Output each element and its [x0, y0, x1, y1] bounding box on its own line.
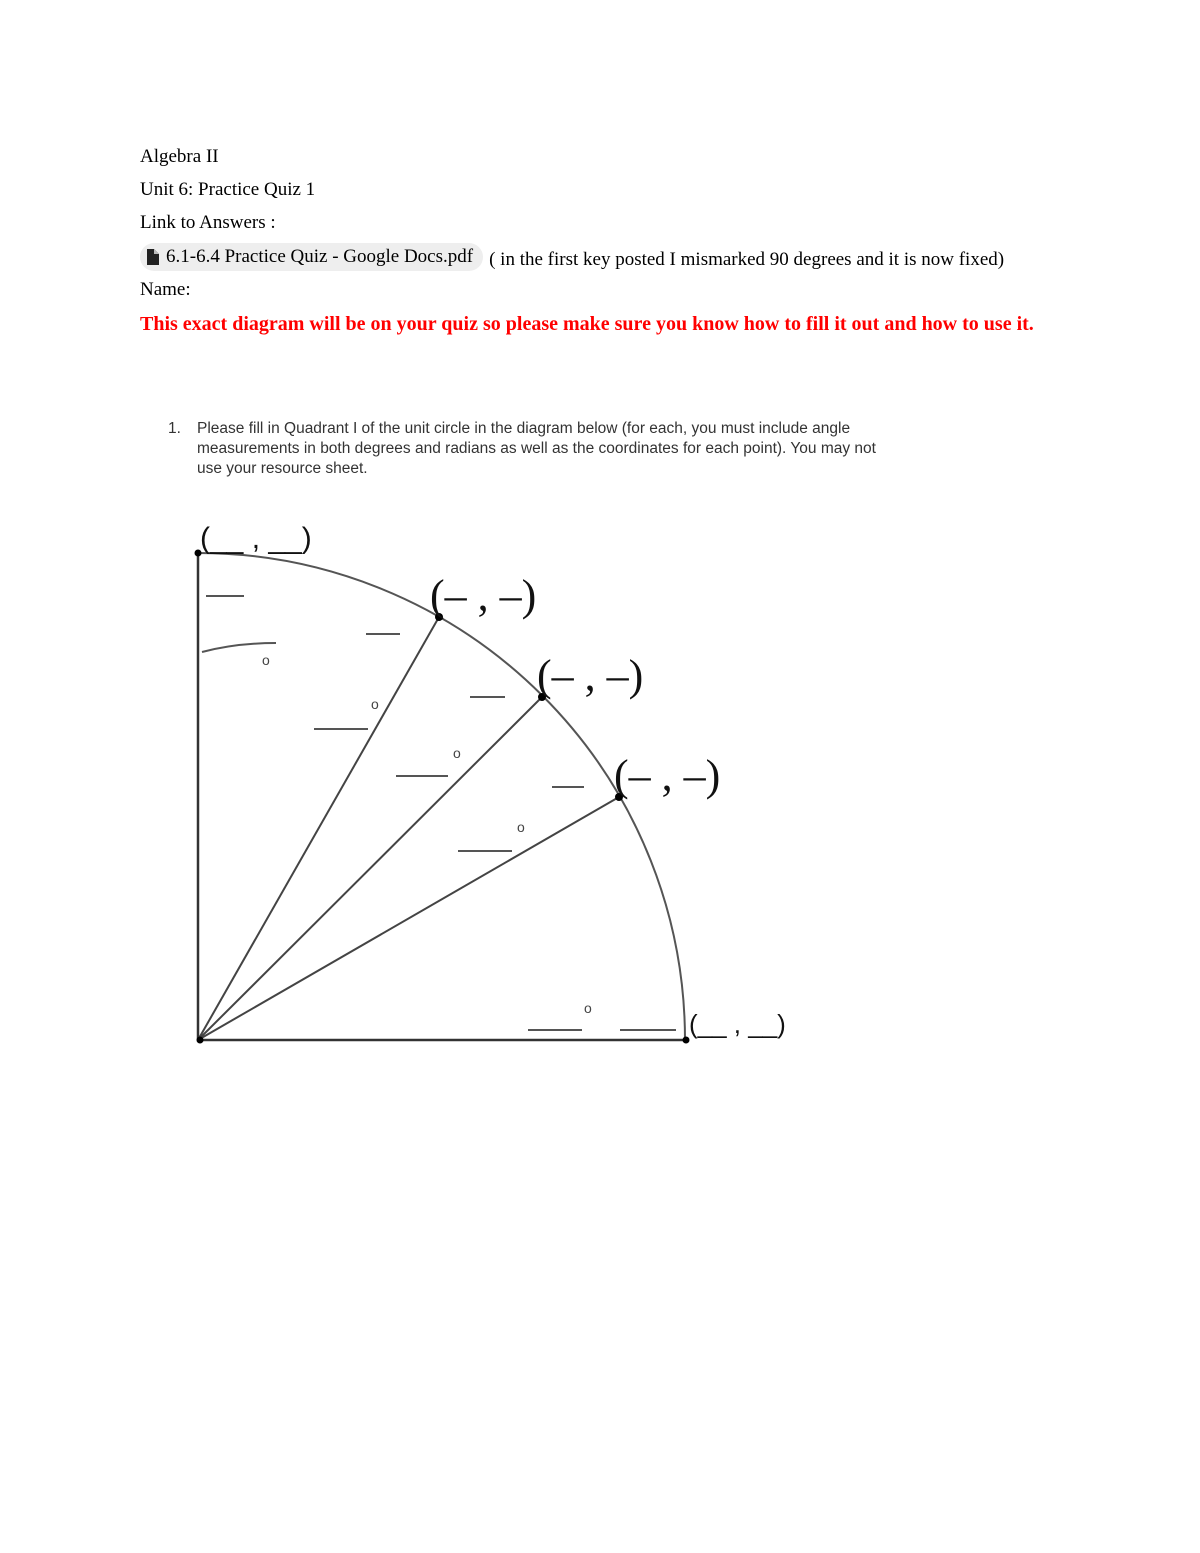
coordinate-blank-45: (– , –) — [537, 651, 644, 700]
degree-symbol-45: o — [453, 745, 461, 761]
coordinate-blank-0: (__ , __) — [689, 1009, 786, 1039]
question-number: 1. — [168, 420, 181, 437]
coordinate-blank-60: (– , –) — [430, 571, 537, 620]
degree-symbol-0: o — [584, 1000, 592, 1016]
coordinate-blank-90: (__ , __) — [200, 522, 312, 555]
coordinate-blank-30: (– , –) — [614, 751, 721, 800]
file-chip-name: 6.1-6.4 Practice Quiz - Google Docs.pdf — [166, 246, 474, 267]
unit-title: Unit 6: Practice Quiz 1 — [140, 179, 316, 200]
file-chip[interactable] — [140, 243, 483, 271]
file-icon — [146, 249, 159, 265]
question-text: Please fill in Quadrant I of the unit circle in the diagram below (for each, you must include angle measurements in both degrees and radians as well as the coordinates for each point). You may not use your resource sheet. — [197, 420, 876, 477]
unit-circle-diagram — [160, 510, 840, 1055]
question-1 — [168, 419, 888, 479]
origin-point — [197, 1037, 204, 1044]
name-label: Name: — [140, 279, 191, 300]
answers-link-label: Link to Answers : — [140, 212, 276, 233]
diagram-warning: This exact diagram will be on your quiz so please make sure you know how to fill it out and how to use it. — [140, 313, 1034, 335]
degree-symbol-60: o — [371, 696, 379, 712]
degree-symbol-90: o — [262, 652, 270, 668]
degree-symbol-30: o — [517, 819, 525, 835]
answers-row — [140, 243, 1004, 272]
answer-key-note: ( in the first key posted I mismarked 90 degrees and it is now fixed) — [489, 249, 1005, 270]
course-title: Algebra II — [140, 146, 219, 167]
